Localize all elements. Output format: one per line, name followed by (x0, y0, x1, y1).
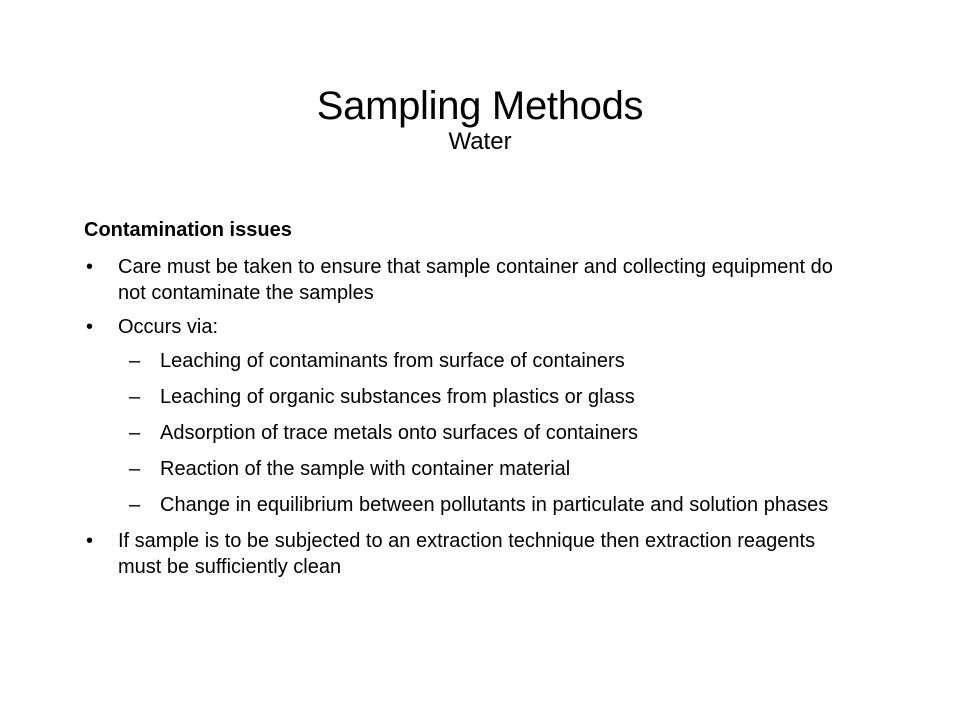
sub-bullet-item (84, 420, 854, 446)
sub-bullet-item (84, 384, 854, 410)
section-heading: Contamination issues (84, 219, 292, 241)
sub-bullet-item (84, 456, 854, 482)
dash-marker: – (129, 494, 141, 516)
bullet-text: Care must be taken to ensure that sample container and collecting equipment do not contaminate the samples (118, 256, 833, 304)
bullet-marker: • (86, 316, 94, 338)
bullet-marker: • (86, 530, 94, 552)
slide-subtitle: Water (448, 128, 512, 155)
sub-bullet-text: Reaction of the sample with container material (160, 458, 571, 480)
dash-marker: – (129, 350, 141, 372)
dash-marker: – (129, 386, 141, 408)
bullet-item (84, 528, 854, 580)
slide-title: Sampling Methods (316, 84, 644, 128)
slide-body (84, 216, 854, 588)
sub-bullet-text: Leaching of organic substances from plastics or glass (160, 386, 635, 408)
bullet-marker: • (86, 256, 94, 278)
sub-bullet-text: Change in equilibrium between pollutants in particulate and solution phases (160, 494, 829, 516)
dash-marker: – (129, 422, 141, 444)
bullet-item (84, 314, 854, 340)
sub-bullet-text: Adsorption of trace metals onto surfaces of containers (160, 422, 639, 444)
dash-marker: – (129, 458, 141, 480)
sub-bullet-text: Leaching of contaminants from surface of containers (160, 350, 625, 372)
bullet-text: If sample is to be subjected to an extraction technique then extraction reagents must be sufficiently clean (118, 530, 816, 578)
sub-bullet-item (84, 348, 854, 374)
sub-bullet-item (84, 492, 854, 518)
bullet-item (84, 254, 854, 306)
title-block (0, 82, 960, 156)
bullet-text: Occurs via: (118, 316, 219, 338)
